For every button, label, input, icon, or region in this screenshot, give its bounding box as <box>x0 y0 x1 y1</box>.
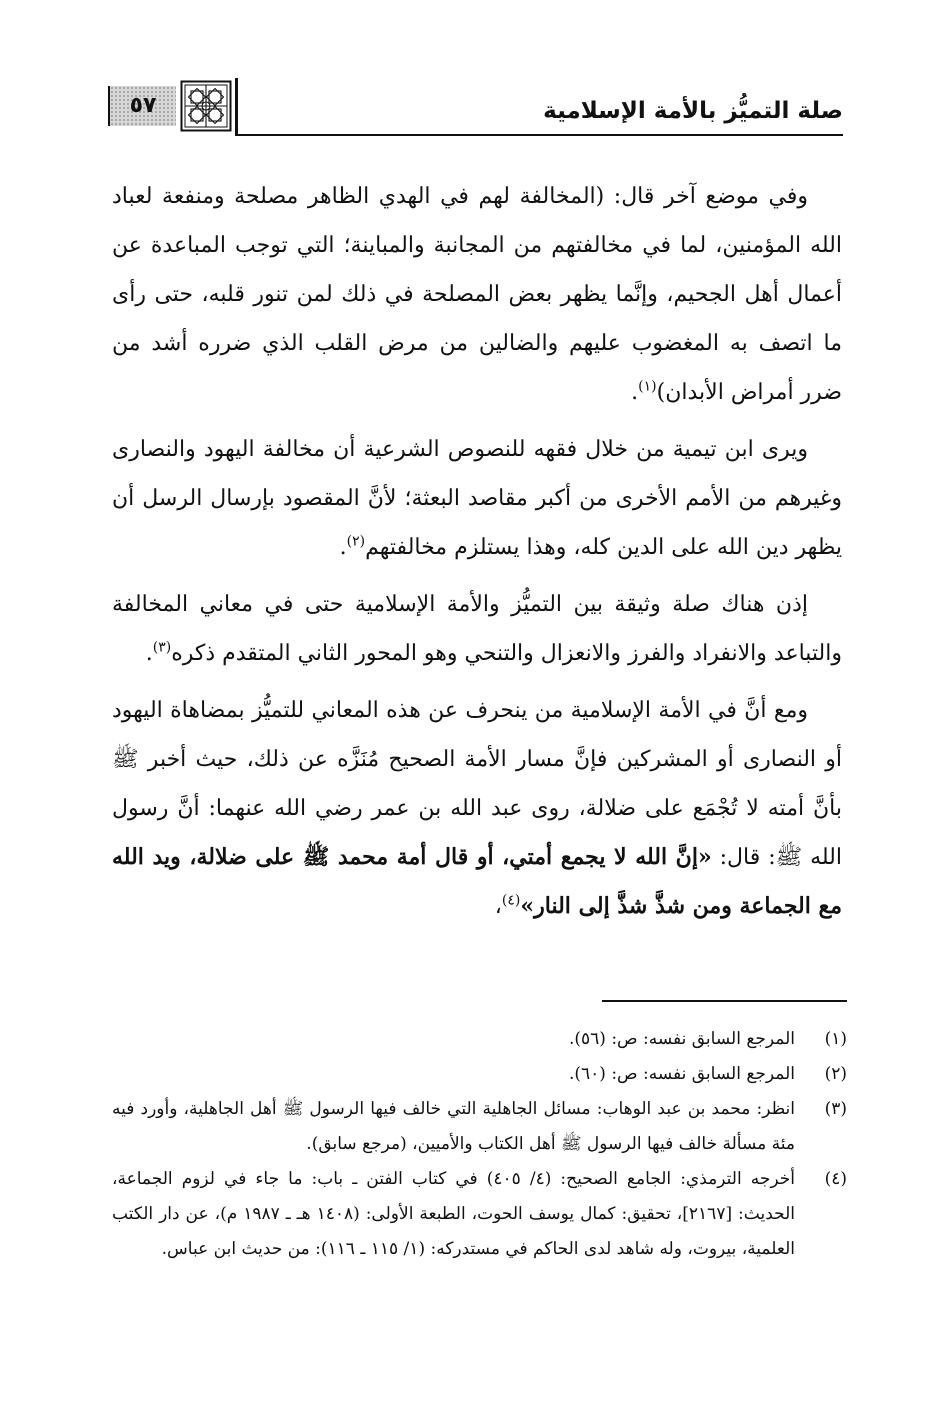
running-header <box>108 78 843 136</box>
footnote-text: انظر: محمد بن عبد الوهاب: مسائل الجاهلية التي خالف فيها الرسول ﷺ أهل الجاهلية، وأورد فيه مئة مسألة خالف فيها الرسول ﷺ أهل الكتاب والأميين، (مرجع سابق). <box>112 1099 795 1154</box>
footnote-ref-4[interactable]: (٤) <box>501 892 521 909</box>
footnote-text: المرجع السابق نفسه: ص: (٦٠). <box>568 1064 795 1084</box>
main-text <box>112 172 842 939</box>
footnote-1 <box>112 1022 847 1057</box>
footnote-ref-1[interactable]: (١) <box>638 378 657 395</box>
paragraph-4 <box>112 686 842 931</box>
footnote-text: المرجع السابق نفسه: ص: (٥٦). <box>568 1029 795 1049</box>
paragraph-1-text: وفي موضع آخر قال: (المخالفة لهم في الهدي الظاهر مصلحة ومنفعة لعباد الله المؤمنين، لما في مخالفتهم من المجانبة والمباينة؛ التي توجب المباعدة عن أعمال أهل الجحيم، وإنَّما يظهر بعض المصلحة في ذلك لمن تنور قلبه، حتى رأى ما اتصف به المغضوب عليهم والضالين من مرض القلب الذي ضرره أشد من ضرر أمراض الأبدان) <box>112 184 842 405</box>
page-number-box <box>108 86 176 126</box>
paragraph-3-text: إذن هناك صلة وثيقة بين التميُّز والأمة الإسلامية حتى في معاني المخالفة والتباعد والانفراد والفرز والانعزال والتنحي وهو المحور الثاني المتقدم ذكره <box>112 592 842 666</box>
running-title: صلة التميُّز بالأمة الإسلامية <box>543 98 843 124</box>
page-number: ٥٧ <box>129 93 157 118</box>
paragraph-2 <box>112 425 842 572</box>
footnote-3 <box>112 1092 847 1162</box>
footnote-separator <box>602 1000 847 1002</box>
footnote-ref-2[interactable]: (٢) <box>346 533 366 550</box>
header-rule <box>238 134 843 136</box>
paragraph-4-text: ومع أنَّ في الأمة الإسلامية من ينحرف عن هذه المعاني للتميُّز بمضاهاة اليهود أو النصارى أو المشركين فإنَّ مسار الأمة الصحيح مُنَزَّه عن ذلك، حيث أخبر ﷺ بأنَّ أمته لا تُجْمَع على ضلالة، روى عبد الله بن عمر رضي الله عنهما: أنَّ رسول الله ﷺ: قال: <box>112 698 842 870</box>
footnote-4 <box>112 1162 847 1267</box>
paragraph-1-end: . <box>631 380 639 405</box>
footnote-number: (٢) <box>824 1064 847 1084</box>
footnote-2 <box>112 1057 847 1092</box>
paragraph-3 <box>112 580 842 678</box>
paragraph-3-end: . <box>145 641 153 666</box>
hadith-quote: «إنَّ الله لا يجمع أمتي، أو قال أمة محمد ﷺ على ضلالة، ويد الله مع الجماعة ومن شذَّ شذَّ إلى النار» <box>112 844 842 919</box>
footnote-number: (١) <box>824 1029 847 1049</box>
footnote-number: (٤) <box>824 1169 847 1189</box>
header-divider <box>235 78 238 136</box>
footnotes <box>112 1022 847 1267</box>
paragraph-1 <box>112 172 842 417</box>
paragraph-4-end: ، <box>494 894 502 919</box>
footnote-ref-3[interactable]: (٣) <box>152 639 172 656</box>
islamic-geometric-ornament-icon <box>180 80 232 132</box>
paragraph-2-end: . <box>339 535 347 560</box>
paragraph-2-text: ويرى ابن تيمية من خلال فقهه للنصوص الشرعية أن مخالفة اليهود والنصارى وغيرهم من الأمم الأخرى من أكبر مقاصد البعثة؛ لأنَّ المقصود بإرسال الرسل أن يظهر دين الله على الدين كله، وهذا يستلزم مخالفتهم <box>112 437 842 560</box>
footnote-text: أخرجه الترمذي: الجامع الصحيح: (٤/ ٤٠٥) في كتاب الفتن ـ باب: ما جاء في لزوم الجماعة، الحديث: [٢١٦٧]، تحقيق: كمال يوسف الحوت، الطبعة الأولى: (١٤٠٨ هـ ـ ١٩٨٧ م)، عن دار الكتب العلمية، بيروت، وله شاهد لدى الحاكم في مستدركه: (١/ ١١٥ ـ ١١٦): من حديث ابن عباس. <box>112 1169 796 1259</box>
footnote-number: (٣) <box>824 1099 847 1119</box>
